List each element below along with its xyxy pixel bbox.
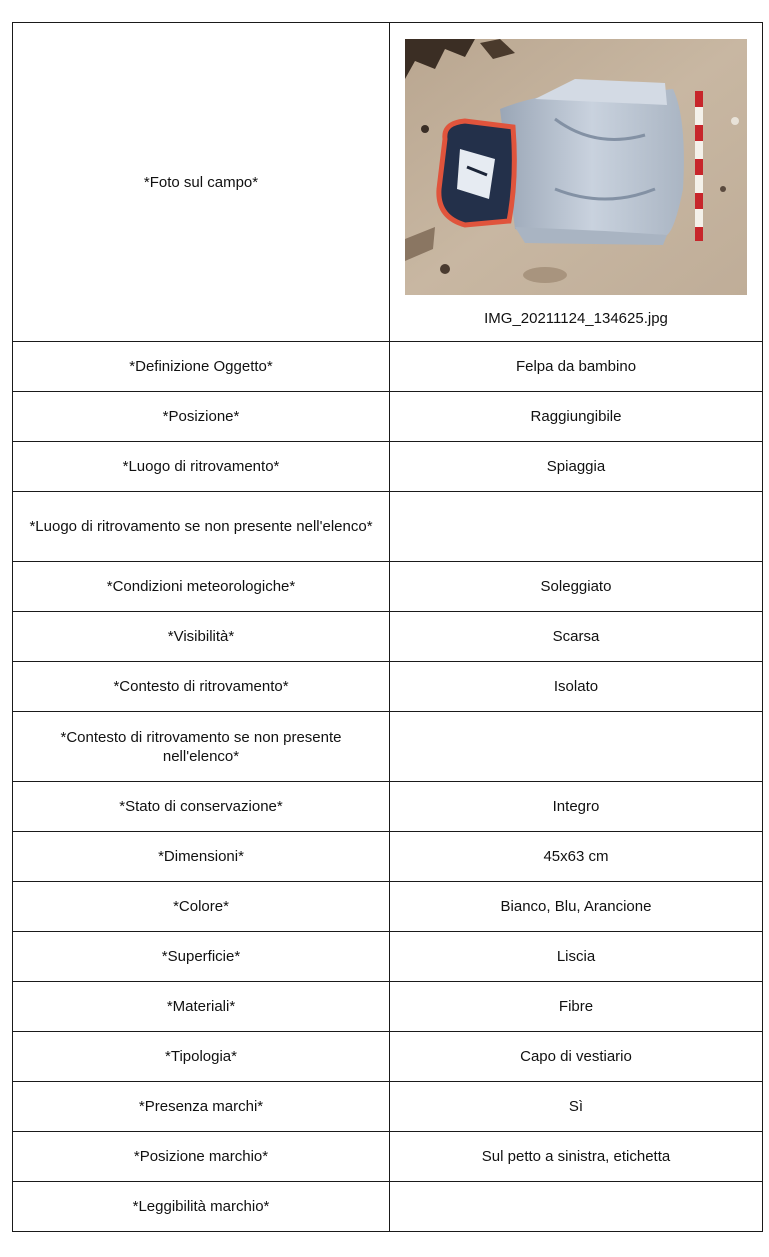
row-value: Spiaggia (390, 442, 763, 492)
row-value: Raggiungibile (390, 392, 763, 442)
row-label: *Condizioni meteorologiche* (13, 562, 390, 612)
table-row (13, 932, 763, 982)
table-row (13, 1082, 763, 1132)
row-value: Capo di vestiario (390, 1032, 763, 1082)
row-label: *Colore* (13, 882, 390, 932)
row-value (390, 712, 763, 782)
table-row (13, 442, 763, 492)
photo-row (13, 23, 763, 342)
row-value: Bianco, Blu, Arancione (390, 882, 763, 932)
row-value: Scarsa (390, 612, 763, 662)
row-label: *Visibilità* (13, 612, 390, 662)
row-label: *Leggibilità marchio* (13, 1182, 390, 1232)
table-row (13, 662, 763, 712)
row-label: *Tipologia* (13, 1032, 390, 1082)
table-row (13, 1182, 763, 1232)
field-photo (405, 39, 747, 295)
record-sheet (12, 22, 762, 1232)
row-label: *Posizione marchio* (13, 1132, 390, 1182)
table-row (13, 392, 763, 442)
photo-filename: IMG_20211124_134625.jpg (484, 310, 668, 327)
row-label: *Luogo di ritrovamento* (13, 442, 390, 492)
row-value: 45x63 cm (390, 832, 763, 882)
row-value: Soleggiato (390, 562, 763, 612)
row-label: *Materiali* (13, 982, 390, 1032)
row-value: Fibre (390, 982, 763, 1032)
table-row (13, 882, 763, 932)
photo-label: *Foto sul campo* (13, 23, 390, 342)
row-label: *Luogo di ritrovamento se non presente nell'elenco* (13, 492, 390, 562)
row-value: Integro (390, 782, 763, 832)
row-value (390, 1182, 763, 1232)
row-label: *Contesto di ritrovamento* (13, 662, 390, 712)
table-row (13, 612, 763, 662)
row-value: Felpa da bambino (390, 342, 763, 392)
table-row (13, 982, 763, 1032)
row-value (390, 492, 763, 562)
row-label: *Stato di conservazione* (13, 782, 390, 832)
row-label: *Presenza marchi* (13, 1082, 390, 1132)
table-row (13, 712, 763, 782)
row-value: Isolato (390, 662, 763, 712)
table-row (13, 1032, 763, 1082)
row-label: *Superficie* (13, 932, 390, 982)
row-label: *Dimensioni* (13, 832, 390, 882)
row-label: *Contesto di ritrovamento se non presente nell'elenco* (13, 712, 390, 782)
table-row (13, 832, 763, 882)
record-table (12, 22, 763, 1232)
row-value: Sul petto a sinistra, etichetta (390, 1132, 763, 1182)
table-row (13, 492, 763, 562)
table-row (13, 782, 763, 832)
photo-cell (390, 23, 763, 342)
row-value: Liscia (390, 932, 763, 982)
row-label: *Posizione* (13, 392, 390, 442)
table-row (13, 342, 763, 392)
row-label: *Definizione Oggetto* (13, 342, 390, 392)
table-row (13, 1132, 763, 1182)
row-value: Sì (390, 1082, 763, 1132)
table-row (13, 562, 763, 612)
